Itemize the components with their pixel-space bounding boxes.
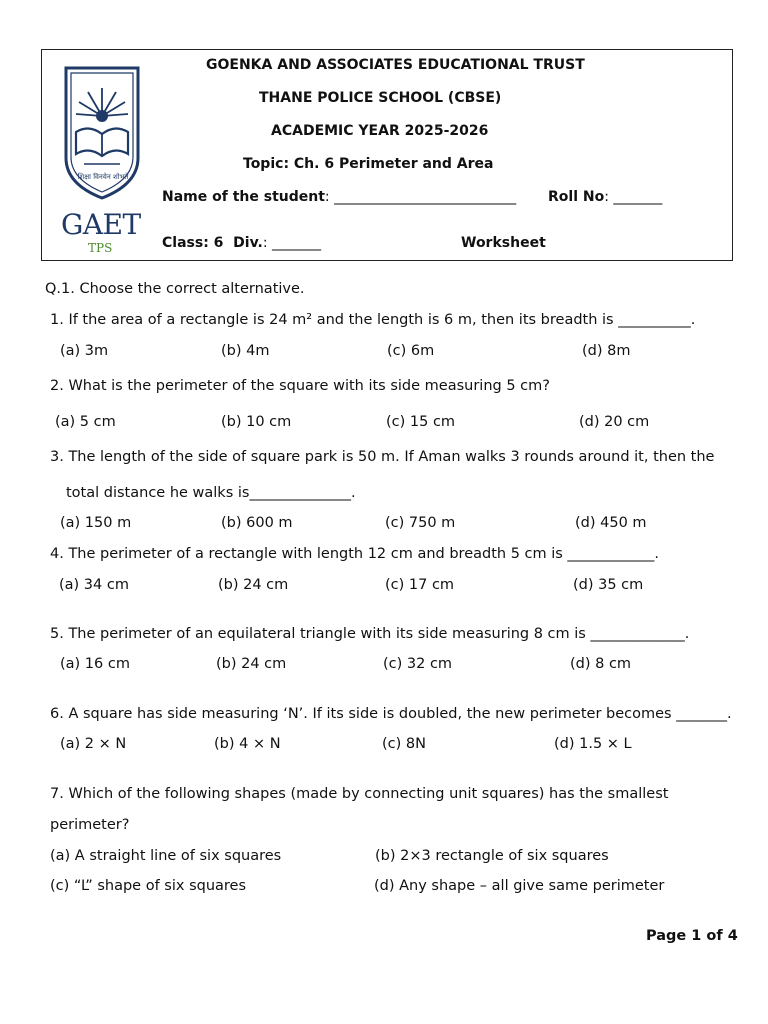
q3-option-b: (b) 600 m <box>221 515 293 531</box>
roll-no-blank: : _______ <box>604 189 663 205</box>
q1-option-d: (d) 8m <box>582 343 631 359</box>
section-heading: Q.1. Choose the correct alternative. <box>45 281 305 297</box>
question-7-line-2: perimeter? <box>50 817 130 833</box>
q5-option-c: (c) 32 cm <box>383 656 453 672</box>
q6-option-d: (d) 1.5 × L <box>554 736 632 752</box>
class-line <box>162 235 321 251</box>
student-name-blank: : __________________________ <box>324 189 517 205</box>
logo-gaet-text: GAET <box>61 208 141 241</box>
q5-option-b: (b) 24 cm <box>216 656 287 672</box>
logo-tps-text: TPS <box>88 241 113 255</box>
q3-option-d: (d) 450 m <box>575 515 647 531</box>
question-7: 7. Which of the following shapes (made by connecting unit squares) has the smallest <box>50 786 669 802</box>
q5-option-d: (d) 8 cm <box>570 656 632 672</box>
roll-no-label: Roll No <box>548 189 605 205</box>
div-blank: : _______ <box>262 235 322 251</box>
q2-option-b: (b) 10 cm <box>221 414 292 430</box>
q1-option-b: (b) 4m <box>221 343 270 359</box>
question-6: 6. A square has side measuring ‘N’. If its side is doubled, the new perimeter becomes _______. <box>50 706 732 722</box>
q1-option-a: (a) 3m <box>60 343 109 359</box>
topic-label: Topic <box>243 156 284 172</box>
question-4: 4. The perimeter of a rectangle with length 12 cm and breadth 5 cm is ____________. <box>50 546 660 562</box>
q7-option-a: (a) A straight line of six squares <box>50 848 282 864</box>
q1-option-c: (c) 6m <box>387 343 435 359</box>
q6-option-b: (b) 4 × N <box>214 736 281 752</box>
q2-option-a: (a) 5 cm <box>55 414 116 430</box>
page-number: Page 1 of 4 <box>646 928 738 944</box>
q4-option-a: (a) 34 cm <box>59 577 129 593</box>
trust-name: GOENKA AND ASSOCIATES EDUCATIONAL TRUST <box>206 57 585 73</box>
header-box <box>41 49 733 261</box>
question-3: 3. The length of the side of square park is 50 m. If Aman walks 3 rounds around it, then the <box>50 449 715 465</box>
student-name-line <box>162 189 516 205</box>
academic-year: ACADEMIC YEAR 2025-2026 <box>271 123 489 139</box>
q4-option-b: (b) 24 cm <box>218 577 289 593</box>
question-1: 1. If the area of a rectangle is 24 m² and the length is 6 m, then its breadth is __________. <box>50 312 696 328</box>
q6-option-c: (c) 8N <box>382 736 426 752</box>
student-name-label: Name of the student <box>162 189 325 205</box>
q2-option-d: (d) 20 cm <box>579 414 650 430</box>
q3-option-c: (c) 750 m <box>385 515 456 531</box>
logo-motto: शिक्षा विनयेन शोभते <box>77 173 129 181</box>
school-name: THANE POLICE SCHOOL (CBSE) <box>259 90 502 106</box>
worksheet-label: Worksheet <box>461 235 546 251</box>
class-value: : 6 <box>203 235 224 251</box>
q6-option-a: (a) 2 × N <box>60 736 127 752</box>
q3-option-a: (a) 150 m <box>60 515 132 531</box>
q5-option-a: (a) 16 cm <box>60 656 130 672</box>
topic-line <box>243 156 493 172</box>
q7-option-c: (c) “L” shape of six squares <box>50 878 247 894</box>
q7-option-b: (b) 2×3 rectangle of six squares <box>375 848 609 864</box>
topic-value: : Ch. 6 Perimeter and Area <box>283 156 494 172</box>
div-label: Div. <box>233 235 263 251</box>
q4-option-c: (c) 17 cm <box>385 577 455 593</box>
q2-option-c: (c) 15 cm <box>386 414 456 430</box>
q7-option-d: (d) Any shape – all give same perimeter <box>374 878 665 894</box>
q4-option-d: (d) 35 cm <box>573 577 644 593</box>
question-3-line-2: total distance he walks is______________. <box>66 485 356 501</box>
roll-no-line <box>548 189 662 205</box>
class-label: Class <box>162 235 204 251</box>
question-5: 5. The perimeter of an equilateral triangle with its side measuring 8 cm is _____________. <box>50 626 690 642</box>
question-2: 2. What is the perimeter of the square with its side measuring 5 cm? <box>50 378 550 394</box>
